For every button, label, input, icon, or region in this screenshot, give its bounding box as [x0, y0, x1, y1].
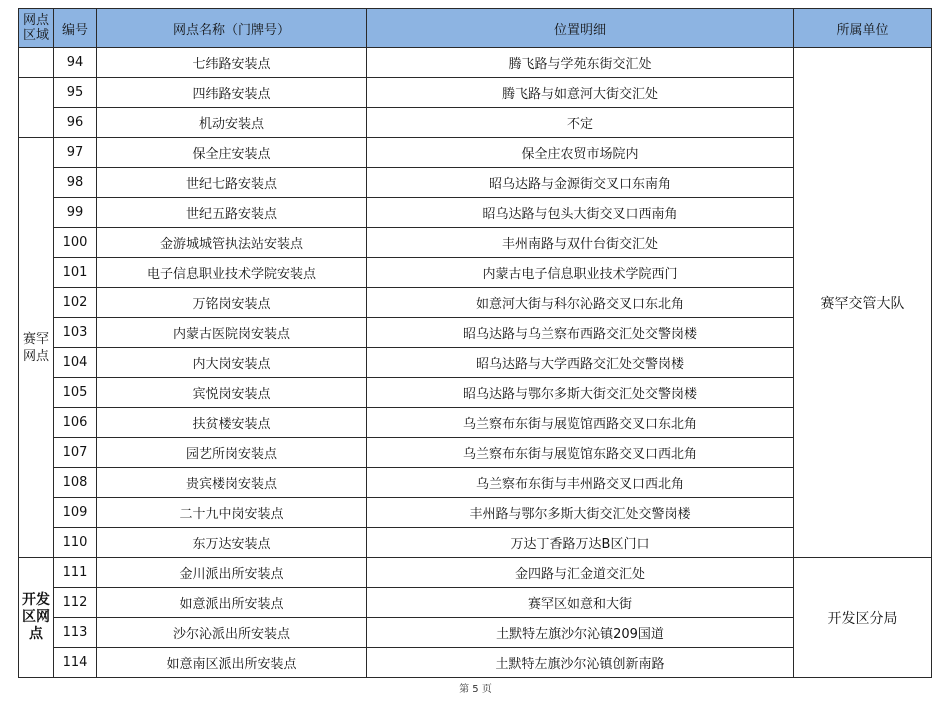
row-location: 如意河大街与科尔沁路交叉口东北角: [367, 288, 794, 318]
row-number: 95: [54, 78, 97, 108]
row-name: 金川派出所安装点: [97, 558, 367, 588]
row-number: 111: [54, 558, 97, 588]
row-name: 内大岗安装点: [97, 348, 367, 378]
row-number: 99: [54, 198, 97, 228]
row-location: 昭乌达路与大学西路交汇处交警岗楼: [367, 348, 794, 378]
row-location: 土默特左旗沙尔沁镇创新南路: [367, 648, 794, 678]
row-location: 乌兰察布东街与展览馆东路交叉口西北角: [367, 438, 794, 468]
row-number: 102: [54, 288, 97, 318]
row-name: 如意南区派出所安装点: [97, 648, 367, 678]
row-name: 电子信息职业技术学院安装点: [97, 258, 367, 288]
row-name: 内蒙古医院岗安装点: [97, 318, 367, 348]
area-kaifaqu: 开发区网点: [19, 558, 54, 678]
row-number: 94: [54, 48, 97, 78]
row-name: 万铭岗安装点: [97, 288, 367, 318]
row-location: 腾飞路与学苑东街交汇处: [367, 48, 794, 78]
row-name: 贵宾楼岗安装点: [97, 468, 367, 498]
row-number: 113: [54, 618, 97, 648]
row-number: 106: [54, 408, 97, 438]
row-name: 扶贫楼安装点: [97, 408, 367, 438]
row-number: 109: [54, 498, 97, 528]
row-location: 乌兰察布东街与丰州路交叉口西北角: [367, 468, 794, 498]
row-location: 丰州路与鄂尔多斯大街交汇处交警岗楼: [367, 498, 794, 528]
row-name: 二十九中岗安装点: [97, 498, 367, 528]
row-number: 101: [54, 258, 97, 288]
row-name: 机动安装点: [97, 108, 367, 138]
header-name: 网点名称（门牌号）: [97, 9, 367, 48]
area-saihan: 赛罕网点: [19, 138, 54, 558]
row-location: 赛罕区如意和大街: [367, 588, 794, 618]
header-area: 网点区域: [19, 9, 54, 48]
row-name: 宾悦岗安装点: [97, 378, 367, 408]
row-number: 103: [54, 318, 97, 348]
table-row: [19, 48, 932, 78]
row-location: 万达丁香路万达B区门口: [367, 528, 794, 558]
unit-kaifaqu: 开发区分局: [794, 558, 932, 678]
header-number: 编号: [54, 9, 97, 48]
unit-saihan: 赛罕交管大队: [794, 48, 932, 558]
row-name: 金游城城管执法站安装点: [97, 228, 367, 258]
row-location: 土默特左旗沙尔沁镇209国道: [367, 618, 794, 648]
row-number: 100: [54, 228, 97, 258]
header-row: [19, 9, 932, 48]
row-location: 昭乌达路与包头大街交叉口西南角: [367, 198, 794, 228]
row-location: 腾飞路与如意河大街交汇处: [367, 78, 794, 108]
area-cell-empty: [19, 78, 54, 138]
page-number: 第 5 页: [459, 684, 492, 695]
row-location: 丰州南路与双什台街交汇处: [367, 228, 794, 258]
row-location: 乌兰察布东街与展览馆西路交叉口东北角: [367, 408, 794, 438]
row-name: 保全庄安装点: [97, 138, 367, 168]
row-number: 107: [54, 438, 97, 468]
row-name: 如意派出所安装点: [97, 588, 367, 618]
row-number: 104: [54, 348, 97, 378]
row-location: 昭乌达路与金源街交叉口东南角: [367, 168, 794, 198]
stations-table: [18, 8, 932, 678]
row-location: 保全庄农贸市场院内: [367, 138, 794, 168]
row-number: 96: [54, 108, 97, 138]
row-name: 世纪七路安装点: [97, 168, 367, 198]
row-location: 内蒙古电子信息职业技术学院西门: [367, 258, 794, 288]
row-name: 七纬路安装点: [97, 48, 367, 78]
row-number: 112: [54, 588, 97, 618]
row-location: 金四路与汇金道交汇处: [367, 558, 794, 588]
row-number: 105: [54, 378, 97, 408]
row-number: 114: [54, 648, 97, 678]
row-number: 97: [54, 138, 97, 168]
row-number: 108: [54, 468, 97, 498]
header-unit: 所属单位: [794, 9, 932, 48]
table-row: [19, 558, 932, 588]
row-name: 世纪五路安装点: [97, 198, 367, 228]
row-number: 98: [54, 168, 97, 198]
row-name: 东万达安装点: [97, 528, 367, 558]
row-name: 四纬路安装点: [97, 78, 367, 108]
row-name: 园艺所岗安装点: [97, 438, 367, 468]
row-number: 110: [54, 528, 97, 558]
row-name: 沙尔沁派出所安装点: [97, 618, 367, 648]
header-location: 位置明细: [367, 9, 794, 48]
row-location: 昭乌达路与乌兰察布西路交汇处交警岗楼: [367, 318, 794, 348]
row-location: 昭乌达路与鄂尔多斯大街交汇处交警岗楼: [367, 378, 794, 408]
row-location: 不定: [367, 108, 794, 138]
area-cell-empty: [19, 48, 54, 78]
